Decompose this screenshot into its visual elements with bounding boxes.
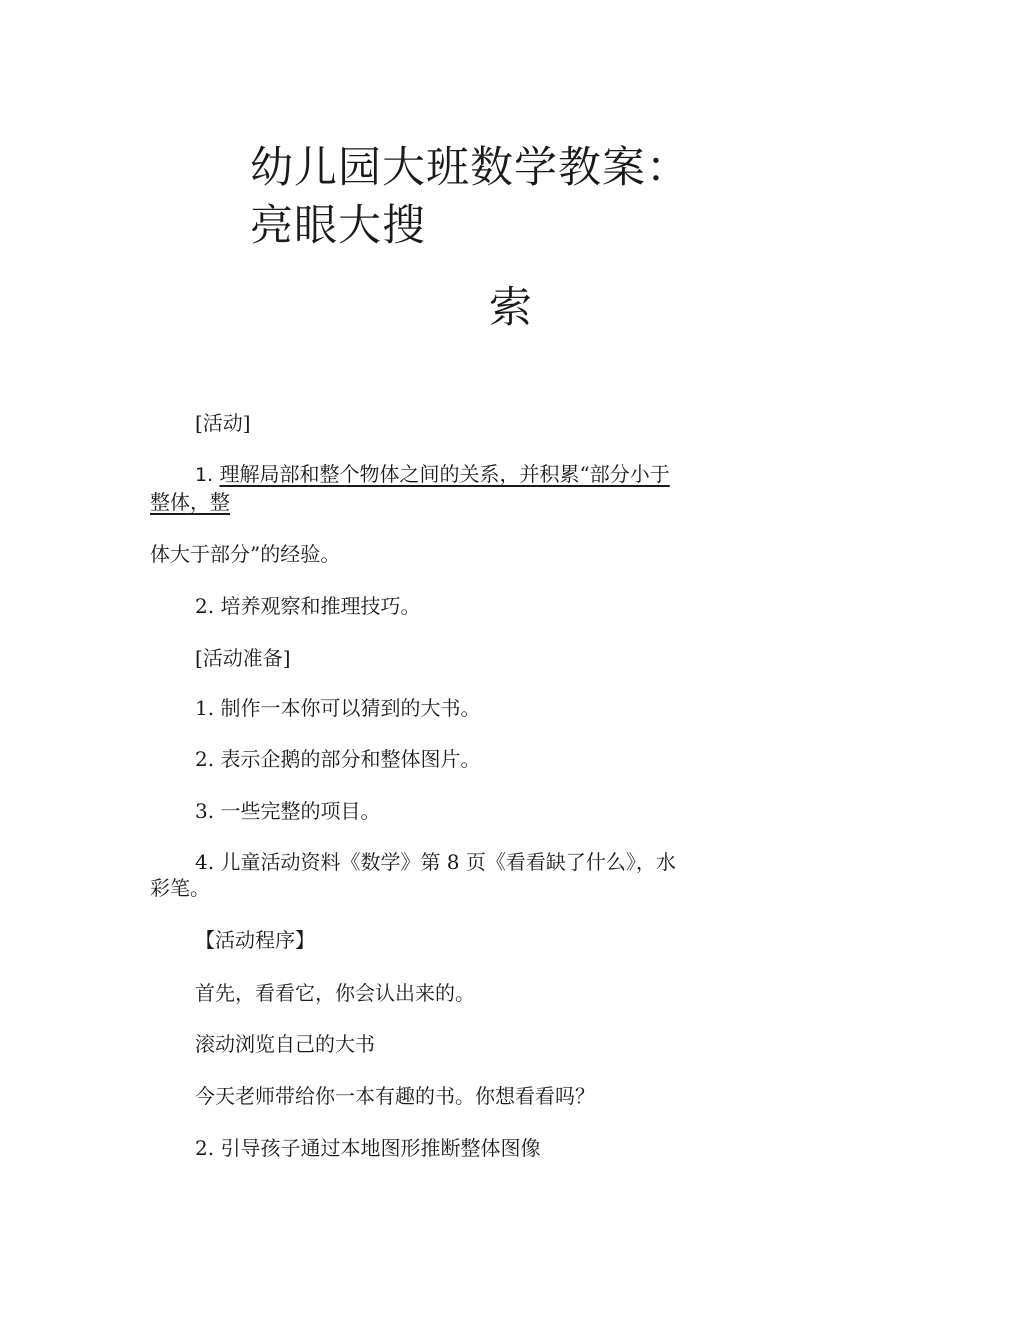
procedure-heading: 【活动程序】	[195, 928, 315, 952]
document-title-line-2: 亮眼大搜	[250, 201, 426, 251]
document-title-line-1: 幼儿园大班数学教案：	[250, 143, 690, 193]
activity-heading: [活动]	[195, 411, 251, 435]
procedure-line-1: 首先，看看它，你会认出来的。	[195, 981, 475, 1005]
preparation-heading: [活动准备]	[195, 646, 291, 670]
goal-2: 2. 培养观察和推理技巧。	[195, 594, 421, 618]
preparation-item-4-line-2: 彩笔。	[150, 876, 210, 900]
goal-1-number: 1.	[195, 464, 214, 486]
goal-1-line-3: 体大于部分”的经验。	[150, 542, 341, 566]
procedure-line-3: 今天老师带给你一本有趣的书。你想看看吗？	[195, 1084, 595, 1108]
goal-1-line-2: 整体，整	[150, 490, 230, 514]
document-title-line-3: 索	[489, 283, 533, 333]
preparation-item-4-line-1: 4. 儿童活动资料《数学》第 8 页《看看缺了什么》，水	[195, 850, 676, 874]
goal-1-text: 理解局部和整个物体之间的关系，并积累“部分小于	[219, 462, 670, 486]
preparation-item-2: 2. 表示企鹅的部分和整体图片。	[195, 747, 481, 771]
procedure-line-2: 滚动浏览自己的大书	[195, 1032, 375, 1056]
preparation-item-1: 1. 制作一本你可以猜到的大书。	[195, 696, 481, 720]
preparation-item-3: 3. 一些完整的项目。	[195, 799, 381, 823]
procedure-line-4: 2. 引导孩子通过本地图形推断整体图像	[195, 1136, 541, 1160]
goal-1-line-1	[195, 460, 670, 489]
